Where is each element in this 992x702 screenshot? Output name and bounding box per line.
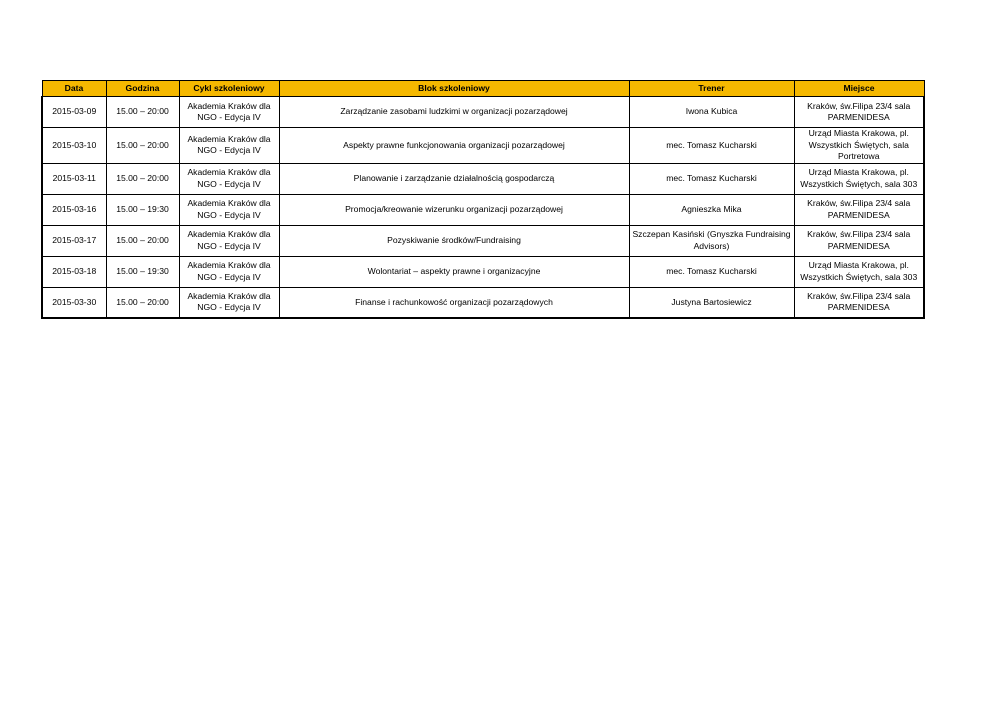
cell-block: Wolontariat – aspekty prawne i organizacyjne bbox=[279, 256, 629, 287]
cell-block: Planowanie i zarządzanie działalnością gospodarczą bbox=[279, 163, 629, 194]
cell-cycle: Akademia Kraków dla NGO - Edycja IV bbox=[179, 128, 279, 164]
cell-place: Urząd Miasta Krakowa, pl. Wszystkich Świętych, sala 303 bbox=[794, 256, 924, 287]
cell-block: Zarządzanie zasobami ludzkimi w organizacji pozarządowej bbox=[279, 97, 629, 128]
cell-date: 2015-03-17 bbox=[42, 225, 106, 256]
table-row bbox=[42, 163, 924, 194]
cell-place: Kraków, św.Filipa 23/4 sala PARMENIDESA bbox=[794, 225, 924, 256]
cell-trainer: mec. Tomasz Kucharski bbox=[629, 128, 794, 164]
schedule-table bbox=[41, 80, 925, 319]
cell-trainer: Iwona Kubica bbox=[629, 97, 794, 128]
header-row bbox=[42, 81, 924, 97]
cell-cycle: Akademia Kraków dla NGO - Edycja IV bbox=[179, 225, 279, 256]
header-cykl: Cykl szkoleniowy bbox=[179, 81, 279, 97]
table-row bbox=[42, 256, 924, 287]
cell-block: Promocja/kreowanie wizerunku organizacji pozarządowej bbox=[279, 194, 629, 225]
cell-trainer: Justyna Bartosiewicz bbox=[629, 287, 794, 318]
cell-time: 15.00 – 20:00 bbox=[106, 97, 179, 128]
header-miejsce: Miejsce bbox=[794, 81, 924, 97]
cell-cycle: Akademia Kraków dla NGO - Edycja IV bbox=[179, 97, 279, 128]
cell-block: Finanse i rachunkowość organizacji pozarządowych bbox=[279, 287, 629, 318]
cell-place: Kraków, św.Filipa 23/4 sala PARMENIDESA bbox=[794, 287, 924, 318]
cell-cycle: Akademia Kraków dla NGO - Edycja IV bbox=[179, 163, 279, 194]
table-row bbox=[42, 194, 924, 225]
cell-place: Kraków, św.Filipa 23/4 sala PARMENIDESA bbox=[794, 97, 924, 128]
table-row bbox=[42, 97, 924, 128]
cell-date: 2015-03-18 bbox=[42, 256, 106, 287]
header-godzina: Godzina bbox=[106, 81, 179, 97]
cell-time: 15.00 – 20:00 bbox=[106, 163, 179, 194]
cell-date: 2015-03-16 bbox=[42, 194, 106, 225]
table-row bbox=[42, 225, 924, 256]
header-blok: Blok szkoleniowy bbox=[279, 81, 629, 97]
cell-date: 2015-03-11 bbox=[42, 163, 106, 194]
table-row bbox=[42, 128, 924, 164]
cell-cycle: Akademia Kraków dla NGO - Edycja IV bbox=[179, 256, 279, 287]
cell-trainer: Szczepan Kasiński (Gnyszka Fundraising Advisors) bbox=[629, 225, 794, 256]
cell-date: 2015-03-10 bbox=[42, 128, 106, 164]
cell-cycle: Akademia Kraków dla NGO - Edycja IV bbox=[179, 287, 279, 318]
cell-time: 15.00 – 20:00 bbox=[106, 225, 179, 256]
cell-place: Kraków, św.Filipa 23/4 sala PARMENIDESA bbox=[794, 194, 924, 225]
header-trener: Trener bbox=[629, 81, 794, 97]
cell-cycle: Akademia Kraków dla NGO - Edycja IV bbox=[179, 194, 279, 225]
cell-place: Urząd Miasta Krakowa, pl. Wszystkich Świętych, sala 303 bbox=[794, 163, 924, 194]
cell-time: 15.00 – 20:00 bbox=[106, 287, 179, 318]
cell-date: 2015-03-30 bbox=[42, 287, 106, 318]
cell-block: Pozyskiwanie środków/Fundraising bbox=[279, 225, 629, 256]
cell-block: Aspekty prawne funkcjonowania organizacji pozarządowej bbox=[279, 128, 629, 164]
cell-trainer: mec. Tomasz Kucharski bbox=[629, 163, 794, 194]
cell-date: 2015-03-09 bbox=[42, 97, 106, 128]
schedule-sheet bbox=[41, 80, 925, 319]
table-row bbox=[42, 287, 924, 318]
cell-trainer: Agnieszka Mika bbox=[629, 194, 794, 225]
cell-time: 15.00 – 19:30 bbox=[106, 256, 179, 287]
cell-time: 15.00 – 19:30 bbox=[106, 194, 179, 225]
header-data: Data bbox=[42, 81, 106, 97]
cell-trainer: mec. Tomasz Kucharski bbox=[629, 256, 794, 287]
cell-place: Urząd Miasta Krakowa, pl. Wszystkich Świętych, sala Portretowa bbox=[794, 128, 924, 164]
cell-time: 15.00 – 20:00 bbox=[106, 128, 179, 164]
